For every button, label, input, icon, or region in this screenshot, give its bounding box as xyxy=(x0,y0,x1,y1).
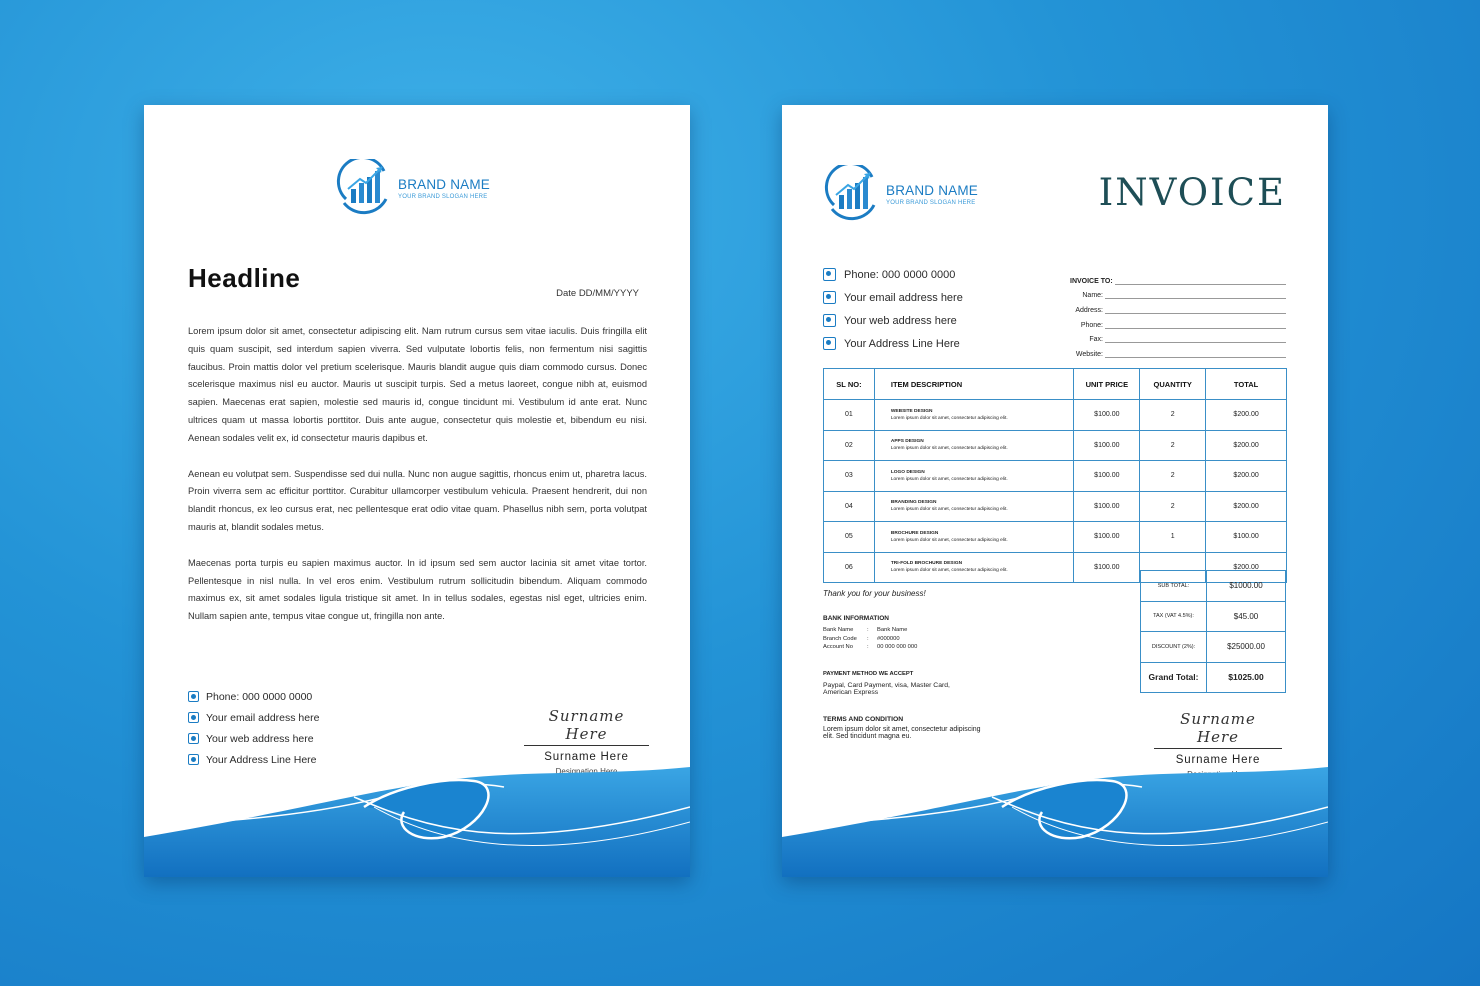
contact-item-email xyxy=(188,707,319,728)
web-icon xyxy=(823,314,836,327)
table-header-row xyxy=(824,369,1287,400)
invoice-to-block xyxy=(1070,270,1286,358)
total-value: $1025.00 xyxy=(1207,662,1286,693)
payment-text: Paypal, Card Payment, visa, Master Card, American Express xyxy=(823,682,950,696)
brand-name: BRAND NAME xyxy=(398,176,491,192)
cell-total: $200.00 xyxy=(1206,430,1287,461)
cell-price: $100.00 xyxy=(1074,491,1140,522)
payment-heading: PAYMENT METHOD WE ACCEPT xyxy=(823,671,914,677)
totals-table xyxy=(1140,570,1286,693)
growth-chart-logo-icon xyxy=(334,159,396,217)
item-title: APPS DESIGN xyxy=(890,439,924,445)
bank-value: Bank Name xyxy=(877,627,908,633)
contact-text: Your email address here xyxy=(844,291,963,304)
signature-script: Surname Here xyxy=(524,707,649,746)
cell-sl: 04 xyxy=(824,491,875,522)
cell-sl: 03 xyxy=(824,461,875,492)
bank-heading: BANK INFORMATION xyxy=(823,615,889,622)
item-title: TRI-FOLD BROCHURE DESIGN xyxy=(890,561,963,567)
terms-and-condition xyxy=(823,716,983,740)
brand-slogan: YOUR BRAND SLOGAN HERE xyxy=(886,199,976,206)
item-desc: Lorem ipsum dolor sit amet, consectetur adipiscing elit. xyxy=(890,446,1008,452)
cell-price: $100.00 xyxy=(1074,522,1140,553)
paragraph: Lorem ipsum dolor sit amet, consectetur adipiscing elit. Nam rutrum cursus sem vitae iaculis. Duis fringilla elit quis quam suscipit, sed interdum sapien viverra. Sed vulputate lobortis felis, non fermentum nisi sagittis faucibus. Proin mattis dolor vel pretium scelerisque. Mauris blandit augue quis diam commodo cursus. Donec scelerisque maximus nisl eu auctor. Mauris ut suscipit turpis. Sed a metus laoreet, congue nibh at, euismod sapien. Maecenas erat sapien, molestie sed mauris id, congue tincidunt mi. Vestibulum id ante erat. Nunc ultrices quam ut massa lobortis porttitor. Duis ante augue, consectetur quis molestie et, bibendum eu nisi. Aenean sodales velit ex, id consectetur mauris dapibus et. xyxy=(188,326,647,443)
contact-list xyxy=(823,263,963,355)
item-desc: Lorem ipsum dolor sit amet, consectetur adipiscing elit. xyxy=(890,507,1008,513)
brand-logo xyxy=(822,165,978,223)
item-title: BRANDING DESIGN xyxy=(890,500,937,506)
paragraph: Maecenas porta turpis eu sapien maximus auctor. In id ipsum sed sem auctor lacinia sit amet vitae tortor. Pellentesque in nisl nulla. In vel eros enim. Vestibulum rutrum sollicitudin bibendum. Aliquam commodo maximus ex, sit amet sodales ligula tristique sit amet. In in tellus sodales, egestas nisl eget, ultricies enim. Nullam sapien ante, tempus vitae congue ut, fringilla non ante. xyxy=(188,557,647,622)
cell-description xyxy=(874,400,1074,431)
cell-description xyxy=(874,461,1074,492)
email-icon xyxy=(823,291,836,304)
totals-row xyxy=(1141,571,1286,602)
item-desc: Lorem ipsum dolor sit amet, consectetur adipiscing elit. xyxy=(890,568,1008,574)
item-desc: Lorem ipsum dolor sit amet, consectetur adipiscing elit. xyxy=(890,415,1008,421)
cell-qty: 2 xyxy=(1140,491,1206,522)
column-header: TOTAL xyxy=(1206,369,1287,400)
contact-text: Phone: 000 0000 0000 xyxy=(844,268,956,281)
brand-logo xyxy=(334,159,490,217)
total-value: $1000.00 xyxy=(1207,571,1286,602)
headline: Headline xyxy=(188,263,301,293)
contact-text: Your email address here xyxy=(206,711,320,724)
paragraph: Aenean eu volutpat sem. Suspendisse sed dui nulla. Nunc non augue sagittis, rhoncus enim ut, pharetra lacus. Proin viverra sem ac efficitur porttitor. Curabitur ullamcorper vestibulum vehicula. Praesent hendrerit, dui non blandit rhoncus, ex leo cursus erat, nec pellentesque erat odio vitae quam. Phasellus nibh sem, porta volutpat mauris at, blandit sodales metus. xyxy=(188,468,647,532)
invoice-items-table xyxy=(823,368,1287,583)
terms-heading: TERMS AND CONDITION xyxy=(823,716,904,723)
contact-text: Your Address Line Here xyxy=(206,753,317,766)
email-icon xyxy=(188,712,199,723)
cell-sl: 05 xyxy=(824,522,875,553)
field-label: Address: xyxy=(1075,307,1103,315)
bank-key: Branch Code xyxy=(823,635,857,642)
contact-list xyxy=(188,686,319,770)
growth-chart-logo-icon xyxy=(822,165,884,223)
column-header: ITEM DESCRIPTION xyxy=(874,369,1074,400)
bank-row: Bank Name : Bank Name xyxy=(823,627,908,633)
contact-item-web xyxy=(823,309,963,332)
date: Date DD/MM/YYYY xyxy=(556,288,639,299)
item-desc: Lorem ipsum dolor sit amet, consectetur adipiscing elit. xyxy=(890,476,1008,482)
contact-item-phone xyxy=(188,686,319,707)
table-row xyxy=(824,491,1287,522)
signature-block xyxy=(524,707,649,776)
signature-name: Surname Here xyxy=(1175,754,1261,766)
bank-key: Bank Name xyxy=(823,627,854,633)
table-row xyxy=(824,430,1287,461)
wave-footer-decoration xyxy=(144,767,690,877)
cell-price: $100.00 xyxy=(1074,430,1140,461)
cell-sl: 06 xyxy=(824,552,875,583)
letter-body xyxy=(188,323,647,644)
thanks-note: Thank you for your business! xyxy=(823,589,926,598)
cell-total: $100.00 xyxy=(1206,522,1287,553)
total-label: DISCOUNT (2%): xyxy=(1141,632,1207,663)
payment-methods xyxy=(823,671,963,696)
item-desc: Lorem ipsum dolor sit amet, consectetur adipiscing elit. xyxy=(890,537,1008,543)
field-label: Website: xyxy=(1075,351,1103,359)
cell-sl: 02 xyxy=(824,430,875,461)
cell-description xyxy=(874,491,1074,522)
cell-total: $200.00 xyxy=(1206,461,1287,492)
column-header: UNIT PRICE xyxy=(1074,369,1140,400)
cell-description xyxy=(874,522,1074,553)
cell-price: $100.00 xyxy=(1074,552,1140,583)
item-title: WEBSITE DESIGN xyxy=(890,408,933,414)
total-label: Grand Total: xyxy=(1141,662,1207,693)
web-icon xyxy=(188,733,199,744)
phone-icon xyxy=(188,691,199,702)
contact-text: Your web address here xyxy=(206,732,314,745)
cell-description xyxy=(874,430,1074,461)
cell-price: $100.00 xyxy=(1074,400,1140,431)
cell-sl: 01 xyxy=(824,400,875,431)
table-row xyxy=(824,400,1287,431)
brand-slogan: YOUR BRAND SLOGAN HERE xyxy=(398,193,488,200)
location-icon xyxy=(188,754,199,765)
brand-name: BRAND NAME xyxy=(886,182,979,198)
cell-price: $100.00 xyxy=(1074,461,1140,492)
cell-total: $200.00 xyxy=(1206,491,1287,522)
contact-text: Your web address here xyxy=(844,314,957,327)
bank-info xyxy=(823,615,917,652)
invoice-title: INVOICE xyxy=(1098,171,1286,214)
wave-footer-decoration xyxy=(782,767,1328,877)
signature-designation: Designation Here xyxy=(555,767,618,776)
bank-value: #000000 xyxy=(877,635,900,642)
contact-item-phone xyxy=(823,263,963,286)
column-header: QUANTITY xyxy=(1140,369,1206,400)
cell-qty: 2 xyxy=(1140,400,1206,431)
signature-name: Surname Here xyxy=(544,751,629,763)
total-value: $25000.00 xyxy=(1207,632,1286,663)
totals-row xyxy=(1141,601,1286,632)
field-label: Fax: xyxy=(1089,336,1103,344)
bank-key: Account No xyxy=(823,644,853,650)
phone-icon xyxy=(823,268,836,281)
location-icon xyxy=(823,337,836,350)
grand-total-row xyxy=(1141,662,1286,693)
column-header: SL NO: xyxy=(824,369,875,400)
table-row xyxy=(824,522,1287,553)
total-label: TAX (VAT 4.5%): xyxy=(1141,601,1207,632)
totals-row xyxy=(1141,632,1286,663)
cell-total: $200.00 xyxy=(1206,400,1287,431)
contact-item-email xyxy=(823,286,963,309)
cell-total: $200.00 xyxy=(1206,552,1287,583)
table-row xyxy=(824,461,1287,492)
contact-item-web xyxy=(188,728,319,749)
cell-qty: 1 xyxy=(1140,522,1206,553)
field-label: Name: xyxy=(1082,292,1103,300)
contact-item-address xyxy=(823,332,963,355)
item-title: LOGO DESIGN xyxy=(890,469,925,475)
field-label: Phone: xyxy=(1080,321,1103,329)
terms-text: Lorem ipsum dolor sit amet, consectetur adipiscing elit. Sed tincidunt magna eu. xyxy=(823,726,981,740)
bank-value: 00 000 000 000 xyxy=(877,644,918,650)
cell-description xyxy=(874,552,1074,583)
total-value: $45.00 xyxy=(1207,601,1286,632)
letterhead-page xyxy=(144,105,690,877)
item-title: BROCHURE DESIGN xyxy=(890,530,939,536)
cell-qty: 2 xyxy=(1140,461,1206,492)
cell-qty: 2 xyxy=(1140,430,1206,461)
invoice-page xyxy=(782,105,1328,877)
contact-text: Your Address Line Here xyxy=(844,337,960,350)
signature-script: Surname Here xyxy=(1154,710,1282,749)
bank-row: Account No : 00 000 000 000 xyxy=(823,644,918,650)
bank-row: Branch Code : #000000 xyxy=(823,635,900,642)
total-label: SUB TOTAL: xyxy=(1141,571,1207,602)
contact-text: Phone: 000 0000 0000 xyxy=(206,690,313,703)
invoice-to-heading: INVOICE TO: xyxy=(1070,277,1113,285)
